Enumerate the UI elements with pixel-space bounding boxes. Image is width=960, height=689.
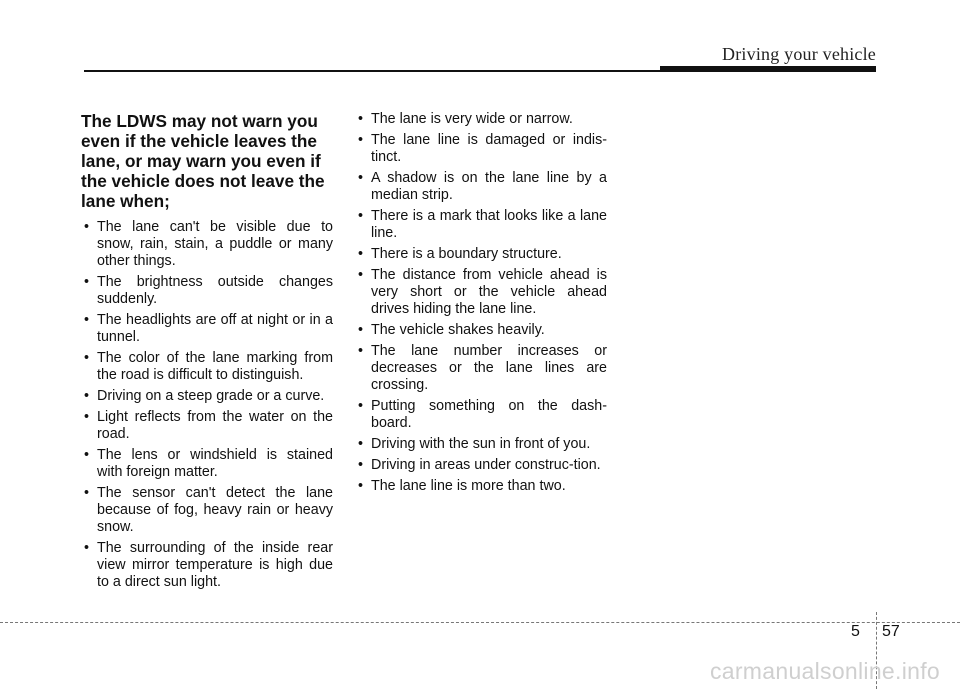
list-item: • Driving with the sun in front of you.	[355, 436, 607, 453]
list-item: • There is a mark that looks like a lane line.	[355, 208, 607, 242]
list-item: • Driving on a steep grade or a curve.	[81, 388, 333, 405]
chapter-number: 5	[851, 623, 860, 640]
section-title: Driving your vehicle	[722, 44, 876, 64]
list-item: • The surrounding of the inside rear view mirror temperature is high due to a direct sun light.	[81, 540, 333, 591]
left-bullet-list	[81, 219, 333, 591]
section-heading: The LDWS may not warn you even if the vehicle leaves the lane, or may warn you even if the vehicle does not leave the lane when;	[81, 111, 325, 211]
list-item: • The lane number increases or decreases or the lane lines are crossing.	[355, 343, 607, 394]
watermark: carmanualsonline.info	[709, 658, 940, 684]
list-item: • The vehicle shakes heavily.	[355, 322, 607, 339]
list-item: • The distance from vehicle ahead is very short or the vehicle ahead drives hiding the lane line.	[355, 267, 607, 318]
list-item: • The lane line is damaged or indis-tinct.	[355, 132, 607, 166]
list-item: • The sensor can't detect the lane because of fog, heavy rain or heavy snow.	[81, 485, 333, 536]
list-item: • The lane is very wide or narrow.	[355, 111, 607, 128]
list-item: • Putting something on the dash-board.	[355, 398, 607, 432]
list-item: • The brightness outside changes suddenly.	[81, 274, 333, 308]
header-rule-thin	[84, 70, 660, 72]
page-number: 57	[882, 623, 900, 640]
header-rule-thick	[660, 66, 876, 72]
list-item: • The lane can't be visible due to snow, rain, stain, a puddle or many other things.	[81, 219, 333, 270]
list-item: • The lens or windshield is stained with foreign matter.	[81, 447, 333, 481]
list-item: • The lane line is more than two.	[355, 478, 607, 495]
list-item: • A shadow is on the lane line by a median strip.	[355, 170, 607, 204]
footer-dashed-line	[0, 622, 960, 623]
list-item: • There is a boundary structure.	[355, 246, 607, 263]
list-item: • Driving in areas under construc-tion.	[355, 457, 607, 474]
list-item: • The headlights are off at night or in a tunnel.	[81, 312, 333, 346]
right-bullet-list	[355, 111, 607, 495]
list-item: • Light reflects from the water on the road.	[81, 409, 333, 443]
left-column	[81, 111, 333, 595]
right-column	[355, 111, 607, 499]
list-item: • The color of the lane marking from the road is difficult to distinguish.	[81, 350, 333, 384]
